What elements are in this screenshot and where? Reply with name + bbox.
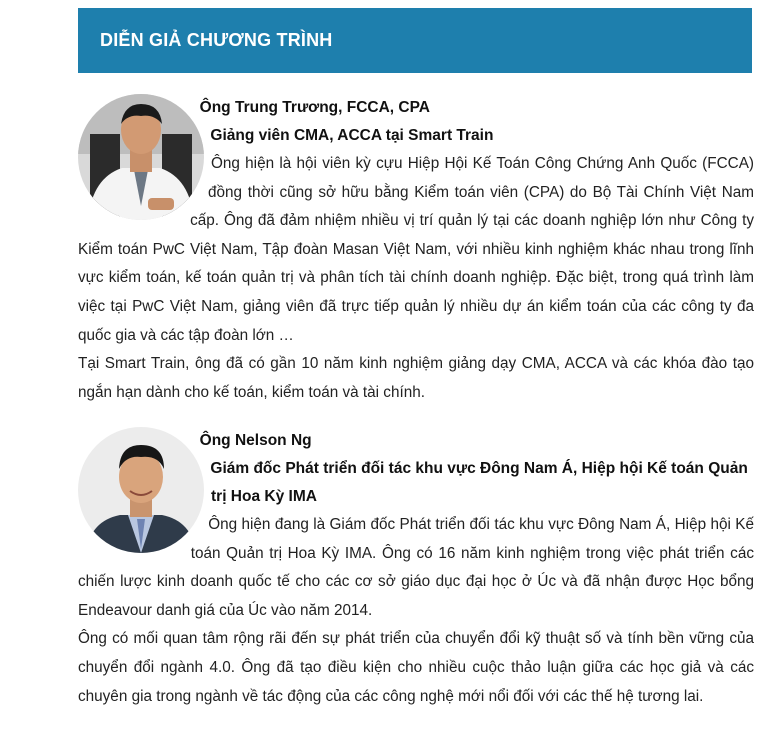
speaker-photo-nelson-ng [78, 427, 204, 553]
speaker-bio: Ông hiện đang là Giám đốc Phát triển đối tác khu vực Đông Nam Á, Hiệp hội Kế toán Quản trị Hoa Kỳ IMA. Ông có 16 năm kinh nghiệm trong việc phát triển các chiến lược kinh doanh quốc tế cho các cơ sở giáo dục đại học ở Úc và đã nhận được Học bổng Endeavour danh giá của Úc vào năm 2014. [78, 516, 754, 619]
speaker-name: Ông Trung Trương, FCCA, CPA [199, 99, 430, 116]
section-header-banner [78, 8, 752, 73]
speaker-bio: Ông hiện là hội viên kỳ cựu Hiệp Hội Kế Toán Công Chứng Anh Quốc (FCCA) đồng thời cũng sở hữu bằng Kiểm toán viên (CPA) do Bộ Tài Chính Việt Nam cấp. Ông đã đảm nhiệm nhiều vị trí quản lý tại các doanh nghiệp lớn như Công ty Kiểm toán PwC Việt Nam, Tập đoàn Masan Việt Nam, với nhiều kinh nghiệm khác nhau trong lĩnh vực kiểm toán, kế toán quản trị và phân tích tài chính doanh nghiệp. Đặc biệt, trong quá trình làm việc tại PwC Việt Nam, giảng viên đã trực tiếp quản lý nhiều dự án kiểm toán của các công ty đa quốc gia và các tập đoàn lớn … [78, 155, 754, 344]
speaker-bio-extra: Ông có mối quan tâm rộng rãi đến sự phát triển của chuyển đổi kỹ thuật số và tính bền vững của chuyển đổi ngành 4.0. Ông đã tạo điều kiện cho nhiều cuộc thảo luận giữa các học giả và các chuyên gia trong ngành về tác động của các công nghệ mới nổi đối với các thế hệ tương lai. [78, 630, 754, 705]
speaker-name: Ông Nelson Ng [199, 432, 312, 449]
speaker-role: Giảng viên CMA, ACCA tại Smart Train [210, 127, 494, 144]
section-title: DIỄN GIẢ CHƯƠNG TRÌNH [100, 30, 333, 50]
speaker-photo-trung-truong [78, 94, 204, 220]
speaker-card-nelson-ng [78, 427, 754, 711]
speaker-bio-extra: Tại Smart Train, ông đã có gần 10 năm kinh nghiệm giảng dạy CMA, ACCA và các khóa đào tạo ngắn hạn dành cho kế toán, kiểm toán và tài chính. [78, 355, 754, 401]
speaker-card-trung-truong [78, 94, 754, 407]
speaker-role: Giám đốc Phát triển đối tác khu vực Đông Nam Á, Hiệp hội Kế toán Quản trị Hoa Kỳ IMA [210, 460, 748, 505]
